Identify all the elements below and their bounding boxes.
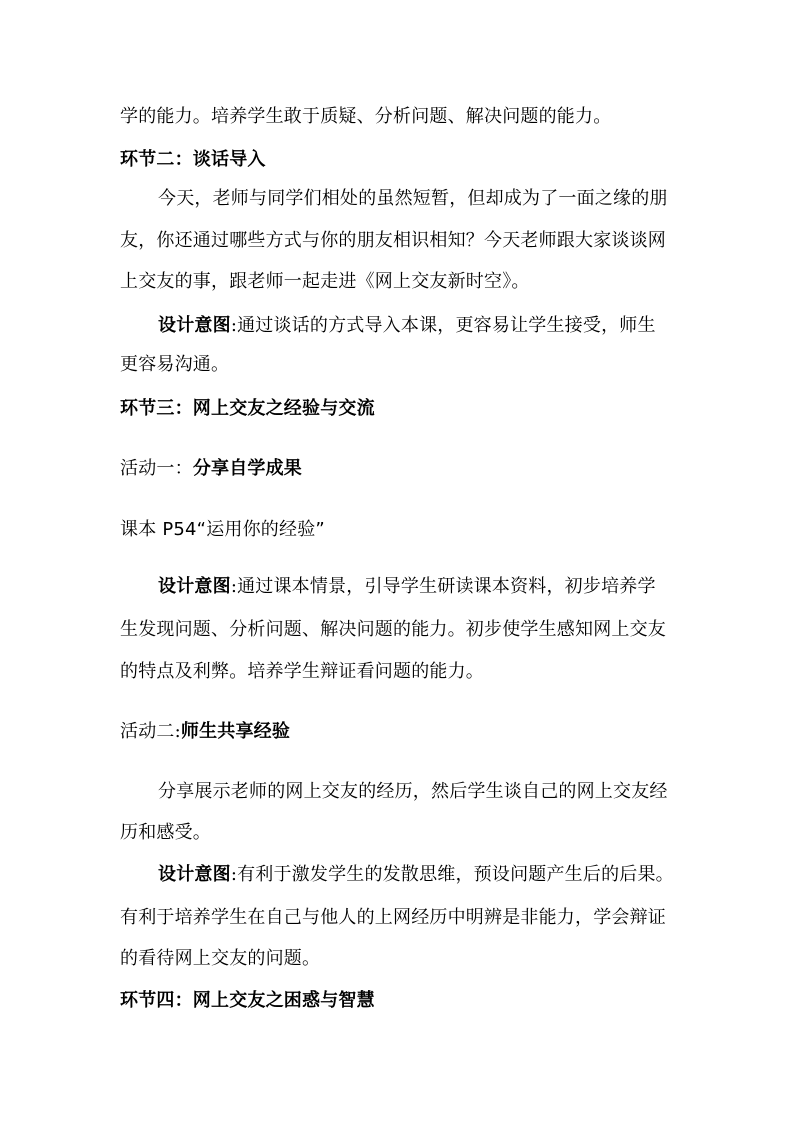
activity-1-title: 分享自学成果 <box>192 458 303 479</box>
share-paragraph-line-1: 分享展示老师的网上交友的经历，然后学生谈自己的网上交友经 <box>158 781 668 802</box>
section-heading-2: 环节二：谈话导入 <box>120 149 266 170</box>
activity-2-title: 师生共享经验 <box>180 721 291 742</box>
share-paragraph-line-2: 历和感受。 <box>120 822 211 843</box>
activity-2-heading <box>120 719 290 745</box>
design-intent-label: 设计意图 <box>158 864 231 885</box>
activity-1-prefix: 活动一： <box>120 458 193 479</box>
activity-1-heading <box>120 456 302 482</box>
textbook-reference: 课本 P54“运用你的经验” <box>120 519 325 540</box>
intro-paragraph-line-2: 友，你还通过哪些方式与你的朋友相识相知？今天老师跟大家谈谈网 <box>120 230 666 251</box>
design-intent-3-line-3: 的看待网上交友的问题。 <box>120 948 321 969</box>
section-heading-3: 环节三：网上交友之经验与交流 <box>120 398 375 419</box>
design-intent-text: :通过谈话的方式导入本课，更容易让学生接受，师生 <box>230 315 656 336</box>
design-intent-label: 设计意图 <box>158 315 231 336</box>
design-intent-1 <box>158 313 656 339</box>
design-intent-2-line-3: 的特点及利弊。培养学生辩证看问题的能力。 <box>120 661 484 682</box>
design-intent-3-line-2: 有利于培养学生在自己与他人的上网经历中明辨是非能力，学会辩证 <box>120 907 666 928</box>
design-intent-1-line-2: 更容易沟通。 <box>120 354 230 375</box>
design-intent-text: :通过课本情景，引导学生研读课本资料，初步培养学 <box>230 576 656 597</box>
design-intent-text: :有利于激发学生的发散思维，预设问题产生后的后果。 <box>230 864 674 885</box>
paragraph-line: 学的能力。培养学生敢于质疑、分析问题、解决问题的能力。 <box>120 106 612 127</box>
activity-2-prefix: 活动二: <box>120 721 181 742</box>
design-intent-2 <box>158 574 656 600</box>
section-heading-4: 环节四：网上交友之困惑与智慧 <box>120 990 375 1011</box>
intro-paragraph-line-1: 今天，老师与同学们相处的虽然短暂，但却成为了一面之缘的朋 <box>158 188 668 209</box>
design-intent-3 <box>158 862 674 888</box>
design-intent-label: 设计意图 <box>158 576 231 597</box>
design-intent-2-line-2: 生发现问题、分析问题、解决问题的能力。初步使学生感知网上交友 <box>120 619 666 640</box>
intro-paragraph-line-3: 上交友的事，跟老师一起走进《网上交友新时空》。 <box>120 271 530 292</box>
